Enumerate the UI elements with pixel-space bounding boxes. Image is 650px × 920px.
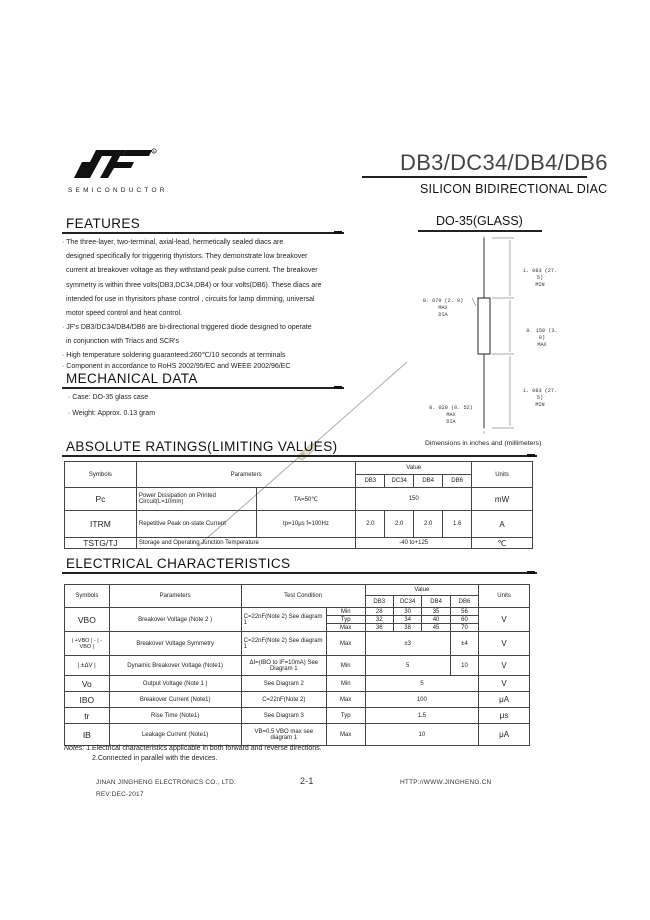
semiconductor-label: SEMICONDUCTOR — [68, 187, 168, 194]
param-cell: Dynamic Breakover Voltage (Note1) — [109, 656, 241, 676]
value-cell: 100 — [365, 692, 479, 708]
feature-line: designed specifically for triggering thyristors. They demonstrate low breakover — [66, 253, 308, 261]
value-cell: 5 — [365, 656, 450, 676]
lim-cell: Min — [326, 608, 365, 616]
lim-cell: Typ — [326, 616, 365, 624]
col-device: DB3 — [365, 596, 393, 608]
unit-cell: V — [479, 608, 530, 632]
features-rule — [62, 232, 344, 234]
dim-text: MAX — [438, 305, 448, 311]
dim-text: MAX — [537, 342, 547, 348]
mech-weight: · Weight: Approx. 0.13 gram — [68, 410, 156, 417]
param-cell: Breakover Voltage (Note 2 ) — [109, 608, 241, 632]
cond-cell: tp=10μs f=100Hz — [256, 511, 356, 538]
lim-cell: Max — [326, 624, 365, 632]
value-cell: 10 — [450, 656, 478, 676]
symbol-cell: Vo — [65, 676, 110, 692]
value-cell: 38 — [393, 624, 421, 632]
dim-text: 1. 083 (27. 5) — [522, 268, 558, 281]
value-cell: -40 to+125 — [356, 538, 472, 549]
elec-rule-end — [527, 571, 535, 574]
col-device: DB6 — [450, 596, 478, 608]
param-cell: Repetitive Peak on-state Current — [136, 511, 256, 538]
value-cell: 30 — [393, 608, 421, 616]
value-cell: 28 — [365, 608, 393, 616]
param-cell: Leakage Current (Note1) — [109, 724, 241, 746]
notes — [64, 744, 322, 764]
cond-cell: See Diagram 2 — [241, 676, 326, 692]
col-device: DB4 — [422, 596, 450, 608]
lim-cell: Max — [326, 724, 365, 746]
notes-label: Notes: — [64, 745, 85, 752]
dim-text: 0. 020 (0. 52) — [429, 405, 473, 411]
param-cell: Power Dissipation on Printed Circuit(L=10mm) — [136, 488, 256, 511]
feature-line: in conjunction with Triacs and SCR's — [66, 338, 179, 346]
value-cell: 2.0 — [385, 511, 414, 538]
dim-text: 1. 083 (27. 5) — [522, 388, 558, 401]
value-cell: ±4 — [450, 632, 478, 656]
col-value: Value — [356, 462, 472, 475]
lim-cell: Max — [326, 692, 365, 708]
value-cell: ±3 — [365, 632, 450, 656]
value-cell: 10 — [365, 724, 479, 746]
features-rule-end — [334, 231, 342, 234]
unit-cell: mW — [472, 488, 533, 511]
symbol-cell: IBO — [65, 692, 110, 708]
dim-text: DIA — [446, 419, 456, 425]
footer-rev: REV:DEC-2017 — [96, 791, 144, 798]
page-title: DB3/DC34/DB4/DB6 — [400, 150, 608, 175]
feature-line: · JF's DB3/DC34/DB4/DB6 are bi-directional triggered diode designed to operate — [62, 324, 312, 332]
value-cell: 34 — [393, 616, 421, 624]
cond-cell: C=22nF(Note 2) See diagram 1 — [241, 608, 326, 632]
col-symbols: Symbols — [65, 462, 137, 488]
symbol-cell: VBO — [65, 608, 110, 632]
features-heading: FEATURES — [66, 216, 141, 231]
svg-text:R: R — [152, 149, 155, 154]
elec-rule — [62, 572, 537, 574]
param-cell: Breakover Current (Note1) — [109, 692, 241, 708]
features-text — [62, 236, 357, 372]
dim-text: MIN — [535, 282, 545, 288]
value-cell: 1.6 — [443, 511, 472, 538]
col-parameters: Parameters — [136, 462, 355, 488]
col-value: Value — [365, 585, 479, 596]
value-cell: 32 — [365, 616, 393, 624]
value-cell: 45 — [422, 624, 450, 632]
unit-cell: μA — [479, 692, 530, 708]
value-cell: 5 — [365, 676, 479, 692]
unit-cell: V — [479, 676, 530, 692]
feature-line: · Component in accordance to RoHS 2002/95/EC and WEEE 2002/96/EC — [62, 362, 291, 370]
lim-cell: Min — [326, 656, 365, 676]
title-rule — [362, 176, 587, 178]
package-title: DO-35(GLASS) — [436, 214, 523, 228]
package-drawing — [468, 236, 518, 436]
value-cell: 2.0 — [356, 511, 385, 538]
feature-line: · High temperature soldering guaranteed:260℃/10 seconds at terminals — [62, 351, 286, 359]
value-cell: 35 — [422, 608, 450, 616]
col-device: DC34 — [385, 475, 414, 488]
dim-text: MAX — [446, 412, 456, 418]
elec-table — [64, 584, 530, 746]
dim-body-dia — [421, 298, 465, 319]
abs-ratings-rule-end — [527, 454, 535, 457]
value-cell: 40 — [422, 616, 450, 624]
elec-heading: ELECTRICAL CHARACTERISTICS — [66, 556, 291, 571]
value-cell: 1.5 — [365, 708, 479, 724]
page-subtitle: SILICON BIDIRECTIONAL DIAC — [420, 182, 608, 196]
unit-cell: μA — [479, 724, 530, 746]
note-line: 1.Electrical characteristics applicable in both forward and reverse directions. — [86, 745, 322, 752]
dimensions-note: Dimensions in inches and (millimeters) — [425, 440, 542, 447]
col-symbols: Symbols — [65, 585, 110, 608]
abs-ratings-heading: ABSOLUTE RATINGS(LIMITING VALUES) — [66, 439, 338, 454]
value-cell: 70 — [450, 624, 478, 632]
unit-cell: V — [479, 656, 530, 676]
note-line: 2.Connected in parallel with the devices. — [92, 755, 218, 762]
param-cell: Rise Time (Note1) — [109, 708, 241, 724]
package-title-rule — [418, 230, 542, 232]
unit-cell: A — [472, 511, 533, 538]
footer-company: JINAN JINGHENG ELECTRONICS CO., LTD. — [96, 779, 236, 786]
feature-line: current at breakover voltage as they withstand peak pulse current. The breakover — [66, 267, 318, 275]
dim-lead-top — [520, 268, 560, 289]
dim-text: DIA — [438, 312, 448, 318]
value-cell: 56 — [450, 608, 478, 616]
cond-cell: VB=0.5 VBO max see diagram 1 — [241, 724, 326, 746]
param-cell: Storage and Operating Junction Temperature — [136, 538, 355, 549]
col-units: Units — [472, 462, 533, 488]
dim-lead-bottom — [520, 388, 560, 409]
footer-url: HTTP://WWW.JINGHENG.CN — [400, 779, 492, 786]
dim-text: 0. 150 (3. 8) — [526, 328, 558, 341]
jf-logo — [68, 148, 158, 180]
cond-cell: ΔI=(IBO to IF=10mA) See Diagram 1 — [241, 656, 326, 676]
lim-cell: Min — [326, 676, 365, 692]
lim-cell: Typ — [326, 708, 365, 724]
unit-cell: μs — [479, 708, 530, 724]
cond-cell: C=22nF(Note 2) — [241, 692, 326, 708]
dim-text: 0. 079 (2. 0) — [422, 298, 464, 304]
col-device: DC34 — [393, 596, 421, 608]
mech-case: · Case: DO-35 glass case — [68, 394, 149, 401]
value-cell: 2.0 — [414, 511, 443, 538]
lim-cell: Max — [326, 632, 365, 656]
col-device: DB4 — [414, 475, 443, 488]
col-device: DB3 — [356, 475, 385, 488]
value-cell: 150 — [356, 488, 472, 511]
dim-body-len — [522, 328, 562, 349]
col-parameters: Parameters — [109, 585, 241, 608]
col-units: Units — [479, 585, 530, 608]
feature-line: intended for use in thyrisitors phase control , circuits for lamp dimming, universal — [66, 295, 315, 303]
feature-line: motor speed control and heat control. — [66, 310, 182, 318]
param-cell: Output Voltage (Note 1 ) — [109, 676, 241, 692]
value-cell: 60 — [450, 616, 478, 624]
feature-line: · The three-layer, two-terminal, axial-lead, hermetically sealed diacs are — [62, 239, 284, 246]
abs-ratings-table — [64, 461, 533, 549]
col-test: Test Condition — [241, 585, 365, 608]
cond-cell: TA=50℃ — [256, 488, 356, 511]
col-device: DB6 — [443, 475, 472, 488]
dim-lead-dia — [428, 405, 474, 426]
unit-cell: V — [479, 632, 530, 656]
dim-text: MIN — [535, 402, 545, 408]
symbol-cell: | ±ΔV | — [65, 656, 110, 676]
symbol-cell: Pc — [65, 488, 137, 511]
symbol-cell: ITRM — [65, 511, 137, 538]
symbol-cell: TSTG/TJ — [65, 538, 137, 549]
param-cell: Breakover Voltage Symmetry — [109, 632, 241, 656]
value-cell: 36 — [365, 624, 393, 632]
symbol-cell: IB — [65, 724, 110, 746]
feature-line: symmetry is within three volts(DB3,DC34,DB4) or four volts(DB6). These diacs are — [66, 281, 322, 289]
symbol-cell: | +VBO | - | -VBO | — [65, 632, 110, 656]
cond-cell: See Diagram 3 — [241, 708, 326, 724]
symbol-cell: tr — [65, 708, 110, 724]
cond-cell: C=22nF(Note 2) See diagram 1 — [241, 632, 326, 656]
abs-ratings-rule — [62, 455, 537, 457]
unit-cell: ℃ — [472, 538, 533, 549]
footer-page: 2-1 — [300, 776, 314, 786]
mechanical-heading: MECHANICAL DATA — [66, 371, 198, 386]
